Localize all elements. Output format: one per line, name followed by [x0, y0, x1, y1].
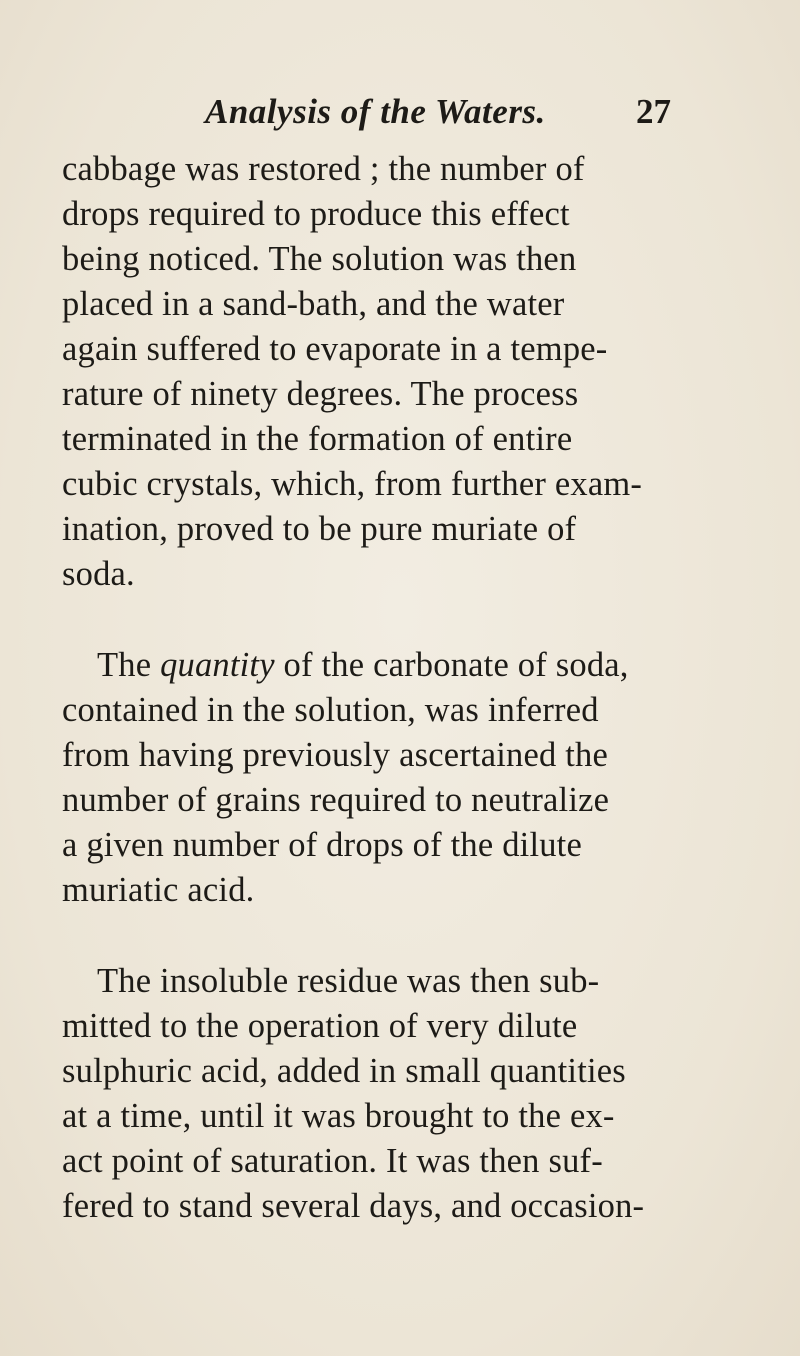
- text-line-first: [62, 643, 752, 688]
- text-line: cubic crystals, which, from further exam-: [62, 465, 643, 503]
- text-line: muriatic acid.: [62, 871, 255, 909]
- running-head-title: Analysis of the Waters.: [205, 92, 546, 131]
- paragraph-spacer: [62, 597, 752, 643]
- body-text: [62, 147, 752, 1229]
- text-line: again suffered to evaporate in a tempe-: [62, 330, 608, 368]
- text-line-first: The insoluble residue was then sub-: [97, 962, 600, 1000]
- text-line: drops required to produce this effect: [62, 195, 570, 233]
- text-line: soda.: [62, 555, 135, 593]
- text-line: fered to stand several days, and occasion-: [62, 1187, 645, 1225]
- text-line: a given number of drops of the dilute: [62, 826, 582, 864]
- paragraph-2: [62, 643, 752, 913]
- text-line: cabbage was restored ; the number of: [62, 150, 585, 188]
- text-line: placed in a sand-bath, and the water: [62, 285, 565, 323]
- running-head: [0, 92, 800, 142]
- text-line: sulphuric acid, added in small quantities: [62, 1052, 626, 1090]
- italic-word-quantity: quantity: [160, 646, 275, 684]
- text-line: number of grains required to neutralize: [62, 781, 610, 819]
- text-line: ination, proved to be pure muriate of: [62, 510, 577, 548]
- text-line: mitted to the operation of very dilute: [62, 1007, 578, 1045]
- text-line: from having previously ascertained the: [62, 736, 609, 774]
- text-line: being noticed. The solution was then: [62, 240, 577, 278]
- text-run: of the carbonate of soda,: [274, 646, 629, 684]
- paragraph-1: [62, 147, 752, 597]
- text-line: terminated in the formation of entire: [62, 420, 573, 458]
- text-line: act point of saturation. It was then suf-: [62, 1142, 603, 1180]
- text-line: rature of ninety degrees. The process: [62, 375, 579, 413]
- paragraph-spacer: [62, 913, 752, 959]
- paragraph-3: [62, 959, 752, 1229]
- text-line: contained in the solution, was inferred: [62, 691, 599, 729]
- text-run: The: [97, 646, 161, 684]
- page-number: 27: [636, 92, 671, 131]
- text-line: at a time, until it was brought to the ex-: [62, 1097, 615, 1135]
